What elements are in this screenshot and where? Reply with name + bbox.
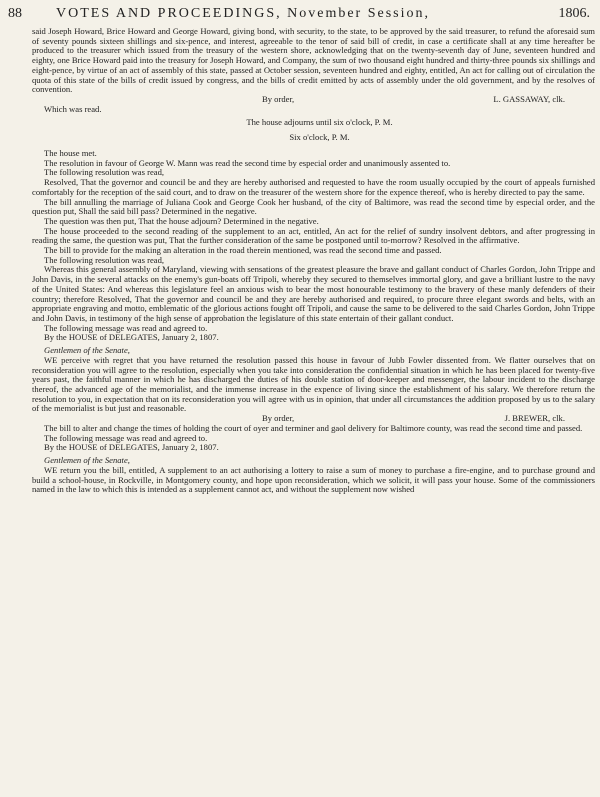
paragraph: The bill to alter and change the times of holding the court of oyer and terminer and gaol delivery for Baltimore county, was read the second time and passed. xyxy=(44,423,583,434)
paragraph: The following message was read and agreed to. xyxy=(44,322,208,333)
document-body xyxy=(32,27,595,495)
message-heading: By the HOUSE of DELEGATES, January 2, 1807. xyxy=(44,332,219,343)
by-order: By order, xyxy=(262,413,295,424)
session-heading: Six o'clock, P. M. xyxy=(289,132,350,143)
signature-line xyxy=(32,95,595,105)
paragraph: The following message was read and agreed to. xyxy=(44,432,208,443)
clerk-signature: L. GASSAWAY, clk. xyxy=(493,93,565,104)
paragraph: The following resolution was read, xyxy=(44,254,165,265)
adjournment-line: The house adjourns until six o'clock, P. M. xyxy=(246,116,393,127)
paragraph: said Joseph Howard, Brice Howard and George Howard, giving bond, with security, to the state, to be approved by the said treasurer, to refund the aforesaid sum of seventy pounds sixteen shillings and six-pence, and interest, agreeable to the tenor of said bill of credit, in case a certificate shall at any time hereafter be produced to the treasurer which issued from the treasury of the western shore, acknowledging that on the twenty-seventh day of June, seventeen hundred and eighty, one Brice Howard paid into the treasury for Joseph Howard, and Company, the sum of two thousand eight hundred and thirty-three pounds six shillings and eight-pence, by virtue of an act of assembly of this state, passed at October session, seventeen hundred and eighty, entitled, An act for calling out of circulation the quota of this state of the bills of credit issued by congress, and the bills of credit emitted by acts of assembly under the old government, and by the resolves of convention. xyxy=(32,26,595,95)
paragraph: The house proceeded to the second reading of the supplement to an act, entitled, An act for the relief of sundry insolvent debtors, and after progressing in reading the same, the question was put, That the further consideration of the same be postponed until to-morrow? Resolved in the affirmative. xyxy=(32,225,595,246)
salutation: Gentlemen of the Senate, xyxy=(44,455,130,466)
running-header xyxy=(0,6,600,24)
paragraph: The question was then put, That the house adjourn? Determined in the negative. xyxy=(44,215,319,226)
paragraph: Which was read. xyxy=(44,103,102,114)
signature-line xyxy=(32,414,595,424)
paragraph: WE perceive with regret that you have returned the resolution passed this house in favour of Jubb Fowler dissented from. We flatter ourselves that on reconsideration you will agree to the resolution, especially when you take into consideration the confidential situation in which he has been placed for twenty-five years past, the faithful manner in which he has discharged the duties of his double station of door-keeper and messenger, the labour incident to the discharge thereof, the advanced age of the memorialist, and the immense increase in the expence of living since the establishment of his salary. We therefore return the resolution to you, in expectation that on its reconsideration you will agree with us in opinion, that under all circumstances the addition proposed by us to the salary of the memorialist is but just and reasonable. xyxy=(32,354,595,414)
clerk-signature: J. BREWER, clk. xyxy=(504,413,565,424)
page-number: 88 xyxy=(8,6,22,21)
paragraph: The resolution in favour of George W. Mann was read the second time by especial order and unanimously assented to. xyxy=(44,157,451,168)
salutation: Gentlemen of the Senate, xyxy=(44,345,130,356)
by-order: By order, xyxy=(262,93,295,104)
paragraph: The house met. xyxy=(44,148,97,159)
paragraph: The bill to provide for the making an alteration in the road therein mentioned, was read the second time and passed. xyxy=(44,245,442,256)
message-heading: By the HOUSE of DELEGATES, January 2, 1807. xyxy=(44,442,219,453)
running-title: VOTES AND PROCEEDINGS, November Session, xyxy=(56,6,430,21)
paragraph: WE return you the bill, entitled, A supplement to an act authorising a lottery to raise a sum of money to purchase a fire-engine, and to purchase ground and build a school-house, in Rockville, in Montgomery county, and hope upon reconsideration, which we solicit, it will pass your house. Some of the commissioners named in the law to which this is intended as a supplement cannot act, and without the supplement now wished xyxy=(32,464,595,495)
paragraph: Whereas this general assembly of Maryland, viewing with sensations of the greatest pleasure the brave and gallant conduct of Charles Gordon, John Trippe and John Davis, in the several attacks on the enemy's gun-boats off Tripoli, whereby they secured to themselves immortal glory, and gave a brilliant lustre to the navy of the United States: And whereas this legislature feel an anxious wish to bear the most honourable testimony to the bravery of these manly defenders of their country; therefore Resolved, That the governor and council be and they are hereby authorised and required, to procure three elegant swords and belts, with an appropriate engraving and motto, emblematic of the glorious actions fought off Tripoli, and cause the same to be delivered to the said Charles Gordon, John Trippe and John Davis, in testimony of the high sense of approbation the legislature of this state entertain of their gallant conduct. xyxy=(32,264,595,323)
paragraph: Resolved, That the governor and council be and they are hereby authorised and requested to have the room usually occupied by the court of appeals furnished comfortably for the reception of the said court, and to draw on the treasurer of the western shore for the expence thereof, who is hereby directed to pay the same. xyxy=(32,177,595,197)
paragraph: The bill annulling the marriage of Juliana Cook and George Cook her husband, of the city of Baltimore, was read the second time by especial order, and the question put, Shall the said bill pass? Determined in the negative. xyxy=(32,196,595,217)
header-year: 1806. xyxy=(558,6,590,21)
paragraph: The following resolution was read, xyxy=(44,167,165,178)
